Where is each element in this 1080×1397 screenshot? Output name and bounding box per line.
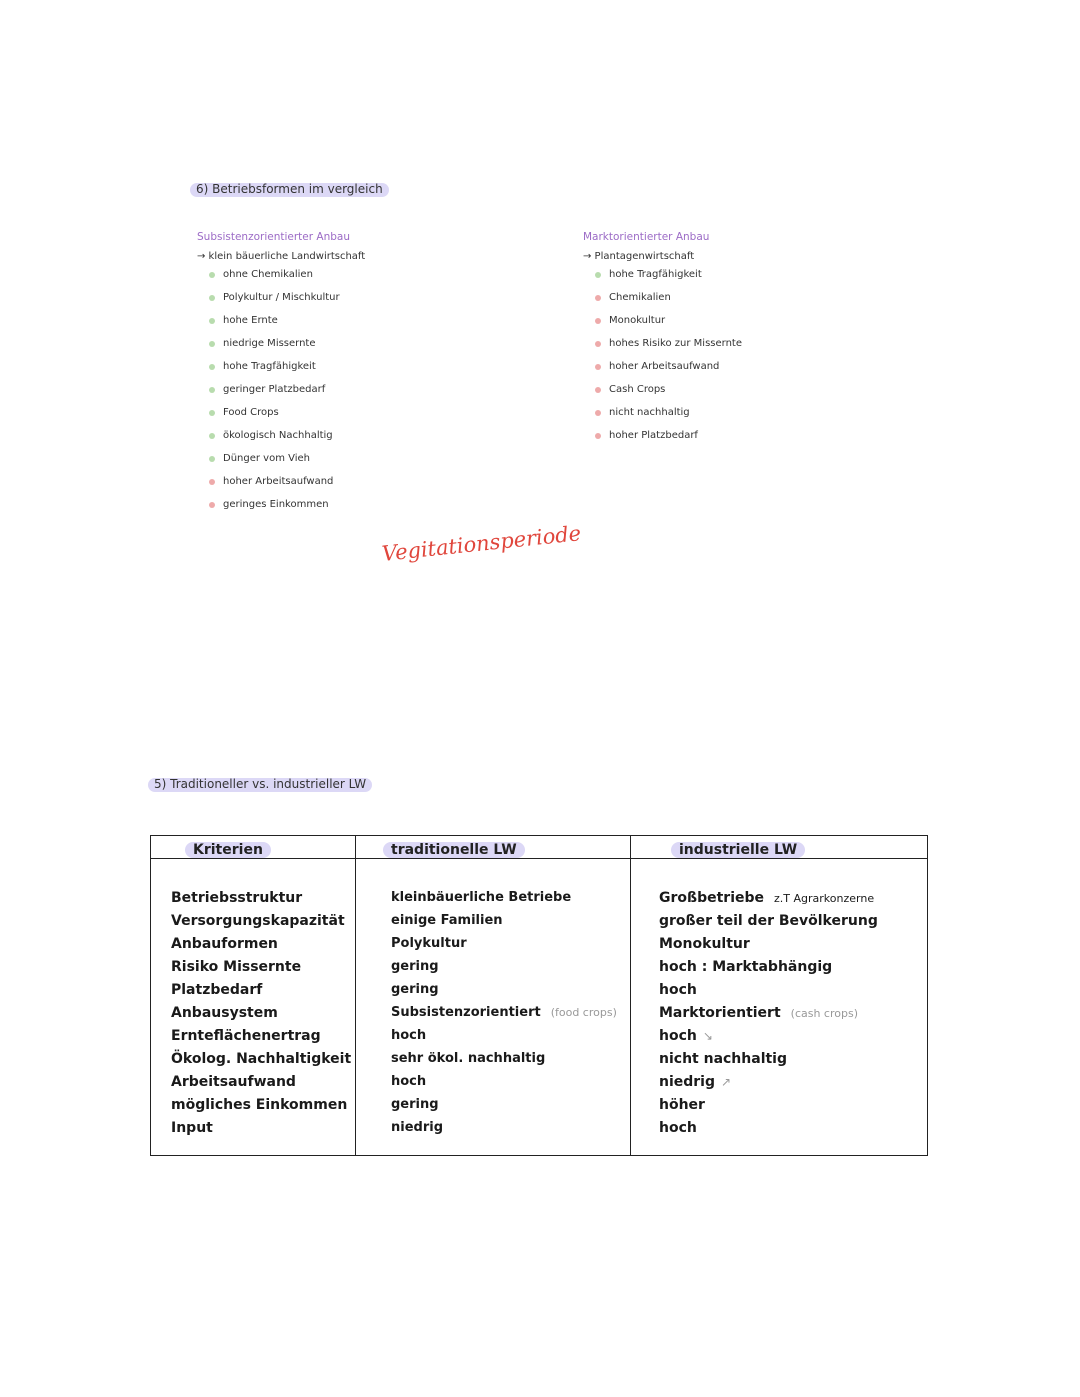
subsistence-subtitle: → klein bäuerliche Landwirtschaft	[197, 251, 366, 262]
bullet-dot-icon	[209, 387, 215, 393]
bullet-dot-icon	[595, 295, 601, 301]
industrial-cell: Marktorientiert (cash crops)	[659, 1005, 858, 1021]
arrow-up-right-icon: ↗	[721, 1075, 732, 1089]
bullet-dot-icon	[595, 364, 601, 370]
criteria-cell: mögliches Einkommen	[171, 1097, 348, 1113]
subsistence-list	[197, 268, 365, 521]
subsistence-item	[209, 337, 365, 360]
section-6-heading	[190, 182, 389, 197]
subsistence-item	[209, 314, 365, 337]
bullet-dot-icon	[209, 410, 215, 416]
agrarkonzerne-note: z.T Agrarkonzerne	[774, 892, 875, 905]
industrial-cell: hoch	[659, 1120, 697, 1136]
subsistence-item	[209, 498, 365, 521]
market-item	[595, 406, 742, 429]
traditional-cell: sehr ökol. nachhaltig	[391, 1051, 546, 1066]
traditional-cell: hoch	[391, 1028, 427, 1043]
arrow-down-right-icon: ↘	[702, 1029, 713, 1043]
comparison-table	[150, 835, 928, 1156]
traditional-cell: gering	[391, 982, 439, 997]
subsistence-item	[209, 429, 365, 452]
industrial-cell: hoch	[659, 982, 697, 998]
subsistence-item-label: ohne Chemikalien	[223, 269, 313, 280]
market-item-label: hoher Platzbedarf	[609, 430, 698, 441]
subsistence-item-label: hohe Tragfähigkeit	[223, 361, 316, 372]
market-item	[595, 268, 742, 291]
traditional-cell: Polykultur	[391, 936, 467, 951]
header-criteria: Kriterien	[185, 842, 271, 858]
market-item-label: Chemikalien	[609, 292, 671, 303]
bullet-dot-icon	[209, 456, 215, 462]
subsistence-item-label: ökologisch Nachhaltig	[223, 430, 333, 441]
subsistence-column	[197, 231, 365, 521]
market-item-label: hohes Risiko zur Missernte	[609, 338, 742, 349]
bullet-dot-icon	[595, 341, 601, 347]
table-divider	[630, 836, 631, 1155]
food-crops-note: (food crops)	[550, 1006, 617, 1019]
header-industrial: industrielle LW	[671, 842, 805, 858]
heading-highlight: 5) Traditioneller vs. industrieller LW	[148, 778, 372, 792]
criteria-cell: Versorgungskapazität	[171, 913, 345, 929]
subsistence-item-label: geringer Platzbedarf	[223, 384, 326, 395]
market-column	[583, 231, 742, 452]
traditional-cell: kleinbäuerliche Betriebe	[391, 890, 572, 905]
subsistence-item-label: geringes Einkommen	[223, 499, 329, 510]
market-item	[595, 383, 742, 406]
section-5-heading	[148, 777, 372, 792]
criteria-cell: Input	[171, 1120, 213, 1136]
traditional-cell: hoch	[391, 1074, 427, 1089]
market-item	[595, 337, 742, 360]
bullet-dot-icon	[209, 341, 215, 347]
subsistence-title: Subsistenzorientierter Anbau	[197, 231, 350, 243]
subsistence-item-label: Food Crops	[223, 407, 279, 418]
table-divider	[355, 836, 356, 1155]
cash-crops-note: (cash crops)	[790, 1007, 858, 1020]
criteria-cell: Ökolog. Nachhaltigkeit	[171, 1051, 352, 1067]
industrial-cell: niedrig ↗	[659, 1074, 732, 1090]
industrial-cell: hoch ↘	[659, 1028, 713, 1044]
subsistence-item	[209, 360, 365, 383]
bullet-dot-icon	[595, 272, 601, 278]
subsistence-item-label: Polykultur / Mischkultur	[223, 292, 340, 303]
criteria-cell: Arbeitsaufwand	[171, 1074, 296, 1090]
traditional-cell: einige Familien	[391, 913, 503, 928]
market-item-label: hoher Arbeitsaufwand	[609, 361, 720, 372]
subsistence-item-label: hoher Arbeitsaufwand	[223, 476, 334, 487]
market-list	[583, 268, 742, 452]
traditional-cell: gering	[391, 959, 439, 974]
subsistence-item-label: niedrige Missernte	[223, 338, 316, 349]
criteria-cell: Anbausystem	[171, 1005, 278, 1021]
subsistence-item	[209, 268, 365, 291]
criteria-cell: Risiko Missernte	[171, 959, 302, 975]
bullet-dot-icon	[595, 387, 601, 393]
market-item-label: nicht nachhaltig	[609, 407, 690, 418]
market-title: Marktorientierter Anbau	[583, 231, 710, 243]
heading-highlight: 6) Betriebsformen im vergleich	[190, 183, 389, 197]
criteria-cell: Ernteflächenertrag	[171, 1028, 321, 1044]
bullet-dot-icon	[209, 479, 215, 485]
subsistence-item	[209, 475, 365, 498]
subsistence-item	[209, 383, 365, 406]
bullet-dot-icon	[209, 364, 215, 370]
criteria-cell: Anbauformen	[171, 936, 278, 952]
industrial-cell: höher	[659, 1097, 705, 1113]
industrial-cell: großer teil der Bevölkerung	[659, 913, 878, 929]
table-header-divider	[151, 858, 927, 859]
traditional-cell: niedrig	[391, 1120, 444, 1135]
bullet-dot-icon	[209, 502, 215, 508]
industrial-cell: nicht nachhaltig	[659, 1051, 788, 1067]
subsistence-item-label: Dünger vom Vieh	[223, 453, 311, 464]
market-item	[595, 429, 742, 452]
traditional-cell: Subsistenzorientiert (food crops)	[391, 1005, 617, 1020]
market-item-label: Monokultur	[609, 315, 666, 326]
market-item-label: hohe Tragfähigkeit	[609, 269, 702, 280]
subsistence-item	[209, 452, 365, 475]
header-traditional: traditionelle LW	[383, 842, 525, 858]
industrial-cell: Großbetriebe z.T Agrarkonzerne	[659, 890, 875, 906]
market-subtitle: → Plantagenwirtschaft	[583, 251, 695, 262]
handwritten-note: Vegitationsperiode	[380, 521, 583, 566]
traditional-cell: gering	[391, 1097, 439, 1112]
traditional-column	[391, 888, 617, 1141]
bullet-dot-icon	[595, 433, 601, 439]
industrial-cell: Monokultur	[659, 936, 750, 952]
market-item	[595, 314, 742, 337]
subsistence-item-label: hohe Ernte	[223, 315, 278, 326]
bullet-dot-icon	[209, 433, 215, 439]
bullet-dot-icon	[595, 318, 601, 324]
bullet-dot-icon	[209, 272, 215, 278]
criteria-column	[171, 888, 351, 1141]
bullet-dot-icon	[209, 318, 215, 324]
market-item	[595, 360, 742, 383]
criteria-cell: Betriebsstruktur	[171, 890, 303, 906]
subsistence-item	[209, 406, 365, 429]
criteria-cell: Platzbedarf	[171, 982, 263, 998]
bullet-dot-icon	[595, 410, 601, 416]
market-item-label: Cash Crops	[609, 384, 666, 395]
industrial-cell: hoch : Marktabhängig	[659, 959, 833, 975]
market-item	[595, 291, 742, 314]
subsistence-item	[209, 291, 365, 314]
bullet-dot-icon	[209, 295, 215, 301]
industrial-column	[659, 888, 878, 1141]
